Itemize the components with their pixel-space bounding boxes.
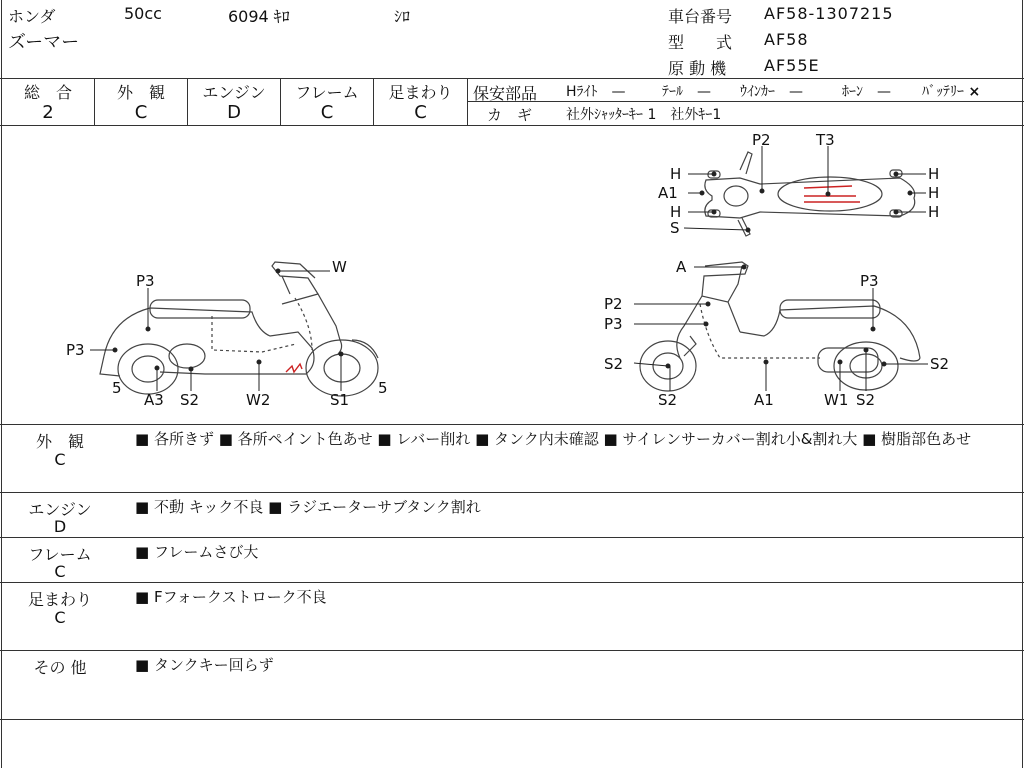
grade-value-engine: D	[227, 102, 241, 123]
diagram-label: W1	[824, 391, 849, 409]
divider	[0, 78, 1024, 79]
safety-item-winker: ｳｲﾝｶｰ —	[740, 84, 803, 100]
divider	[0, 650, 1024, 651]
grade-label-overall: 総 合	[23, 83, 72, 102]
diagram-label: W2	[246, 391, 271, 409]
grade-label-exterior: 外 観	[116, 83, 165, 102]
diagram-label: S2	[856, 391, 876, 409]
diagram-label: S	[670, 219, 680, 237]
diagram-label: W	[332, 258, 347, 276]
diagram-label: H	[928, 184, 940, 202]
diagram-label: S2	[604, 355, 624, 373]
divider	[0, 719, 1024, 720]
diagram-label: A	[676, 258, 687, 276]
safety-label: 保安部品	[473, 84, 538, 103]
maker: ホンダ	[8, 7, 56, 26]
engine-value: AF55E	[764, 56, 820, 75]
grade-value-frame: C	[320, 102, 334, 123]
displacement: 50cc	[124, 4, 162, 23]
safety-item-horn: ﾎｰﾝ —	[842, 84, 891, 100]
diagram-label: H	[928, 203, 940, 221]
scooter-top-view	[705, 152, 915, 236]
damage-marks	[286, 186, 860, 372]
diagram-label: S2	[180, 391, 200, 409]
diagram-label: T3	[816, 131, 835, 149]
mileage: 6094 ｷﾛ	[228, 7, 290, 26]
damage-mark-scratch	[286, 364, 302, 372]
type-label: 型 式	[668, 33, 733, 52]
safety-item-tail: ﾃｰﾙ —	[662, 84, 711, 100]
diagram-label: P3	[604, 315, 623, 333]
model-name: ズーマー	[8, 32, 80, 53]
grade-value-overall: 2	[42, 102, 54, 123]
diagram-label: A3	[144, 391, 164, 409]
engine-label: 原 動 機	[668, 59, 727, 78]
remark-label-frame: フレーム	[28, 545, 92, 564]
diagram-label: 5	[112, 379, 122, 397]
remark-text-other: ■ タンクキー回らず	[135, 656, 274, 674]
remark-label-suspension: 足まわり	[27, 590, 92, 609]
safety-item-battery: ﾊﾞｯﾃﾘｰ ×	[922, 84, 981, 100]
remark-text-engine: ■ 不動 キック不良 ■ ラジエーターサブタンク割れ	[135, 498, 481, 516]
remark-label-engine: エンジン	[28, 500, 92, 519]
diagram-label: H	[670, 203, 682, 221]
diagram-label: H	[670, 165, 682, 183]
diagram-label: P2	[752, 131, 771, 149]
divider	[467, 78, 468, 125]
safety-item-headlight: Hﾗｲﾄ —	[566, 84, 626, 100]
remark-grade-engine: D	[53, 517, 67, 536]
key-value: 社外ｼｬｯﾀｰｷｰ 1 社外ｷｰ1	[566, 107, 722, 123]
divider	[467, 101, 1024, 102]
remark-label-other: その 他	[33, 658, 87, 677]
grade-label-engine: エンジン	[202, 83, 266, 102]
divider	[0, 492, 1024, 493]
damage-diagram	[0, 126, 1024, 424]
diagram-label: H	[928, 165, 940, 183]
diagram-label: S1	[330, 391, 350, 409]
frame-no-label: 車台番号	[668, 7, 733, 26]
key-label: カ ギ	[487, 106, 533, 124]
diagram-label: A1	[754, 391, 774, 409]
frame-no: AF58-1307215	[764, 4, 894, 23]
remark-text-suspension: ■ Fフォークストローク不良	[135, 588, 327, 606]
divider	[0, 537, 1024, 538]
diagram-label: P2	[604, 295, 623, 313]
diagram-label: A1	[658, 184, 678, 202]
grade-label-frame: フレーム	[295, 83, 359, 102]
remark-text-exterior: ■ 各所きず ■ 各所ペイント色あせ ■ レバー削れ ■ タンク内未確認 ■ サイレンサーカバー割れ小&割れ大 ■ 樹脂部色あせ	[135, 430, 972, 448]
remark-grade-frame: C	[54, 562, 66, 581]
type-value: AF58	[764, 30, 809, 49]
diagram-label: P3	[860, 272, 879, 290]
diagram-label: P3	[66, 341, 85, 359]
grade-value-exterior: C	[134, 102, 148, 123]
grade-value-suspension: C	[414, 102, 427, 123]
diagram-label: S2	[658, 391, 678, 409]
remark-grade-suspension: C	[54, 608, 66, 627]
diagram-label: P3	[136, 272, 155, 290]
diagram-label: S2	[930, 355, 950, 373]
divider	[0, 582, 1024, 583]
diagram-label: 5	[378, 379, 388, 397]
remark-text-frame: ■ フレームさび大	[135, 543, 259, 561]
remark-label-exterior: 外 観	[35, 432, 84, 451]
body-color: ｼﾛ	[394, 7, 411, 26]
remark-grade-exterior: C	[54, 450, 66, 469]
divider	[0, 424, 1024, 425]
grade-label-suspension: 足まわり	[388, 83, 453, 102]
